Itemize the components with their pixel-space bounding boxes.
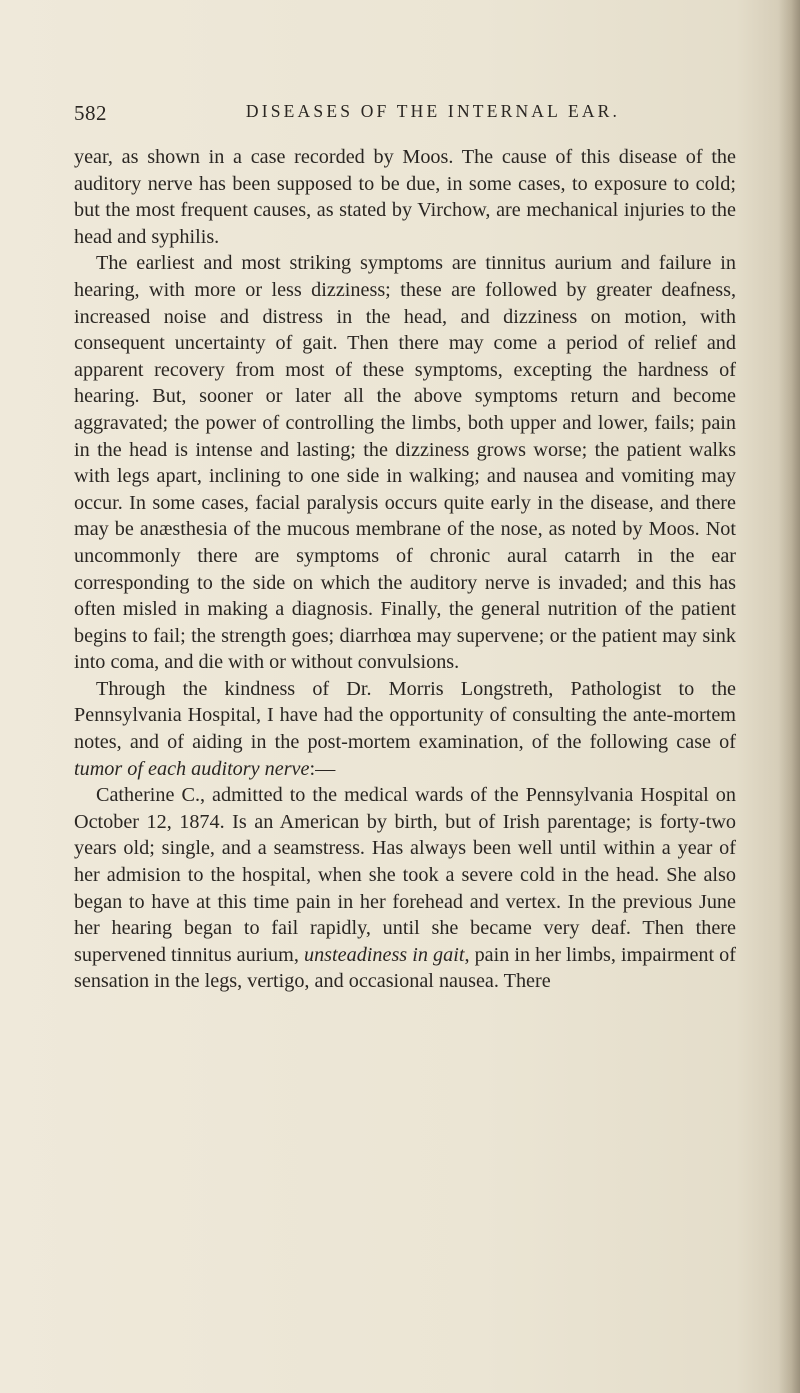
running-title: DISEASES OF THE INTERNAL EAR. [245, 101, 621, 121]
case-report-text: Catherine C., admitted to the medical wards of the Pennsylvania Hospital on October 12, 1874. Is an American by birth, but of Irish parentage; is forty-two years old; single, and a seamstress. Has always been well until within a year of her admision to the hospital, when she took a severe cold in the head. She also began to have at this time pain in her forehead and vertex. In the previous June her hearing began to fail rapidly, until she became very deaf. Then there supervened tinnitus aurium, [74, 784, 736, 966]
case-intro-italic: tumor of each auditory nerve [74, 757, 310, 780]
paragraph-case-report [74, 782, 736, 995]
paragraph-case-intro [74, 676, 736, 782]
page-spine-shadow [778, 0, 800, 1393]
paragraph-continuation: year, as shown in a case recorded by Moos. The cause of this disease of the auditory nerve has been supposed to be due, in some cases, to exposure to cold; but the most frequent causes, as stated by Virchow, are mechanical injuries to the head and syphilis. [74, 146, 736, 248]
case-intro-text: Through the kindness of Dr. Morris Longstreth, Pathologist to the Pennsylvania Hospital, I have had the opportunity of consulting the ante-mortem notes, and of aiding in the post-mortem examination, of the following case of [74, 677, 736, 754]
page-number: 582 [74, 101, 107, 125]
case-report-italic: unsteadiness in gait [303, 943, 465, 966]
page-header [74, 101, 734, 131]
case-intro-end: :— [309, 757, 336, 780]
body-text [74, 144, 736, 995]
case-report-end: , pain in her limbs, impairment of sensation in the legs, vertigo, and occasional nausea. There [74, 943, 737, 993]
paragraph-symptoms: The earliest and most striking symptoms are tinnitus aurium and failure in hearing, with more or less dizziness; these are followed by greater deafness, increased noise and distress in the head, and dizziness on motion, with consequent uncertainty of gait. Then there may come a period of relief and apparent recovery from most of these symptoms, excepting the hardness of hearing. But, sooner or later all the above symptoms return and become aggravated; the power of controlling the limbs, both upper and lower, fails; pain in the head is intense and lasting; the dizziness grows worse; the patient walks with legs apart, inclining to one side in walking; and nausea and vomiting may occur. In some cases, facial paralysis occurs quite early in the disease, and there may be anæsthesia of the mucous membrane of the nose, as noted by Moos. Not uncommonly there are symptoms of chronic aural catarrh in the ear corresponding to the side on which the auditory nerve is invaded; and this has often misled in making a diagnosis. Finally, the general nutrition of the patient begins to fail; the strength goes; diarrhœa may supervene; or the patient may sink into coma, and die with or without convulsions. [74, 252, 736, 674]
